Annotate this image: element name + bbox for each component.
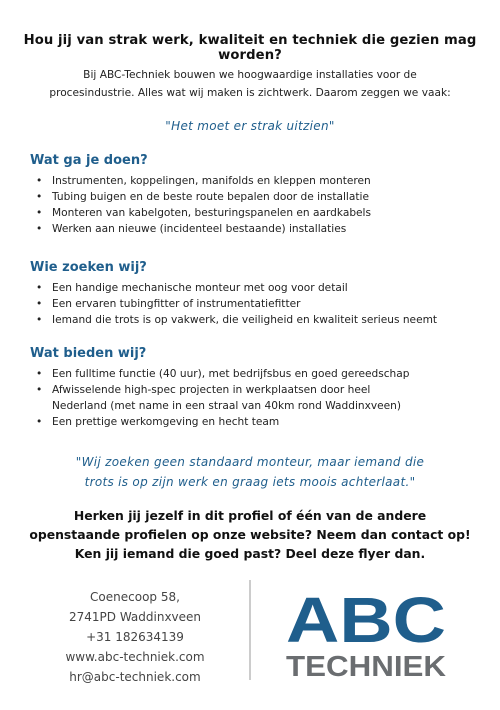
list-item: • Instrumenten, koppelingen, manifolds en kleppen monteren	[30, 173, 480, 189]
list-item: • Een fulltime functie (40 uur), met bedrijfsbus en goed gereedschap	[30, 366, 480, 382]
section-offer	[30, 346, 480, 430]
slogan-quote: "Het moet er strak uitzien"	[165, 119, 335, 133]
quote-line: trots is op zijn werk en graag iets moois achterlaat."	[84, 475, 416, 489]
contact-city: 2741PD Waddinxveen	[68, 610, 202, 624]
contact-website[interactable]: www.abc-techniek.com	[65, 650, 205, 664]
contact-phone[interactable]: +31 182634139	[86, 630, 184, 644]
cta-line: openstaande profielen op onze website? Neem dan contact op!	[29, 527, 471, 542]
list-item-continuation: Nederland (met name in een straal van 40km rond Waddinxveen)	[52, 400, 402, 412]
cta-line: Ken jij iemand die goed past? Deel deze flyer dan.	[74, 546, 426, 561]
section-tasks	[30, 153, 480, 237]
contact-block	[40, 587, 230, 687]
list-item: • Tubing buigen en de beste route bepalen door de installatie	[30, 189, 480, 205]
section-profile	[30, 260, 480, 328]
list-item: • Werken aan nieuwe (incidenteel bestaande) installaties	[30, 221, 480, 237]
list-item: • Iemand die trots is op vakwerk, die veiligheid en kwaliteit serieus neemt	[30, 312, 480, 328]
bullet-list	[30, 173, 480, 237]
list-item-text: Afwisselende high-spec projecten in werkplaatsen door heel	[52, 384, 371, 396]
contact-email[interactable]: hr@abc-techniek.com	[69, 670, 201, 684]
list-item: • Een handige mechanische monteur met oog voor detail	[30, 280, 480, 296]
quote-line: "Wij zoeken geen standaard monteur, maar iemand die	[75, 455, 425, 469]
list-item: • Een ervaren tubingfitter of instrumentatiefitter	[30, 296, 480, 312]
vertical-divider	[249, 580, 251, 680]
section-title: Wat bieden wij?	[30, 346, 147, 361]
bullet-list	[30, 366, 480, 430]
logo-bottom-text: TECHNIEK	[286, 651, 447, 680]
logo-top-text: ABC	[286, 584, 446, 656]
intro-line: Bij ABC-Techniek bouwen we hoogwaardige installaties voor de	[83, 69, 417, 81]
list-item	[30, 382, 480, 414]
list-item: • Monteren van kabelgoten, besturingspanelen en aardkabels	[30, 205, 480, 221]
intro-line: procesindustrie. Alles wat wij maken is zichtwerk. Daarom zeggen we vaak:	[49, 87, 451, 99]
intro-text	[20, 66, 480, 102]
closing-quote	[0, 452, 500, 492]
section-title: Wie zoeken wij?	[30, 260, 147, 275]
bullet-list	[30, 280, 480, 328]
contact-street: Coenecoop 58,	[90, 590, 180, 604]
call-to-action	[0, 506, 500, 563]
cta-line: Herken jij jezelf in dit profiel of één van de andere	[73, 508, 427, 523]
headline: Hou jij van strak werk, kwaliteit en techniek die gezien mag worden?	[23, 33, 477, 63]
abc-techniek-logo	[284, 584, 448, 680]
section-title: Wat ga je doen?	[30, 153, 148, 168]
list-item: • Een prettige werkomgeving en hecht team	[30, 414, 480, 430]
